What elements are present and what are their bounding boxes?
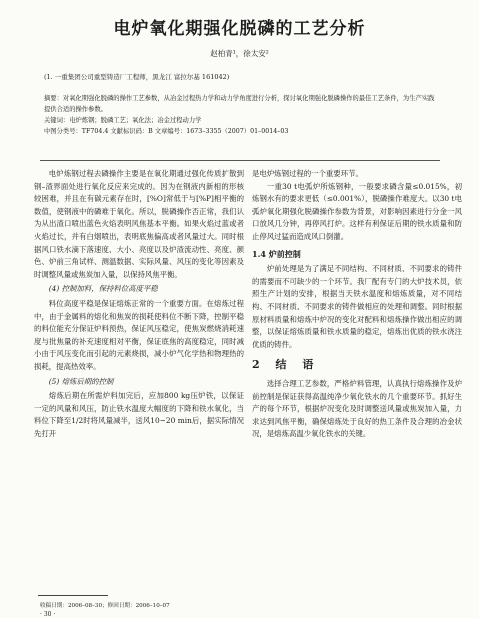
affiliation: (1. 一重集团公司重型铸造厂工程师，黑龙江 富拉尔基 161042): [44, 73, 230, 81]
paper-title: 电炉氧化期强化脱磷的工艺分析: [113, 19, 366, 39]
left-paragraph-2: 料位高度平稳是保证熔炼正常的一个重要方面。在熔炼过程中，由于金属料的熔化和焦炭的损耗使料位不断下降，控制平稳的料位能充分保证炉料预热，保证风压稳定，使焦炭燃烧消耗速度与批焦量的补充速度相对平衡，保证底焦的高度稳定，同时减小由于风压变化而引起的元素烧损，减小炉气化学热和物理热的损耗，提高热效率。: [34, 298, 244, 371]
classification-line: 中图分类号：TF704.4 文献标识码：B 文章编号：1673–3355（2007）01–0014–03: [44, 128, 289, 135]
footnote: 收稿日期：2006–08–30；修回日期：2006–10–07: [40, 603, 170, 609]
section-heading-1-4: 1.4 炉前控制: [252, 248, 301, 259]
subheading-4: (4) 控制加料，保持料位高度平稳: [48, 284, 158, 294]
abstract-block: [44, 93, 439, 137]
divider: [40, 160, 440, 161]
right-paragraph-2: 一重30 t电弧炉所炼钢种，一般要求磷含量≤0.015%，初炼钢水有的要求更低（≤0.001%），脱磷操作难度大。以30 t电弧炉氧化期强化脱磷操作参数为背景，对影响因素进行分金一风口放风几分钟，再停风打炉。这样有利保证后期的铁水质量和防止停风过猛而造成风口倒灌。: [252, 181, 462, 241]
left-paragraph-3: 熔炼后期在所需炉料加完后，应加800 kg压炉铁，以保证一定的风量和风压，防止铁水温度大幅度的下降和铁水氧化，当料位下降至1/2时将风量减半，送风10~20 min后，据实际情况先打开: [34, 391, 244, 438]
keywords: 关键词：电炉炼钢；脱磷工艺；氧化法；冶金过程动力学: [44, 117, 202, 124]
right-paragraph-1: 是电炉炼钢过程的一个重要环节。: [252, 169, 363, 178]
right-column: [252, 168, 462, 441]
left-paragraph-1: 电炉炼钢过程去磷操作主要是在氧化期通过强化传质扩散到钢–渣界面处进行氧化反应来完成的。因为在钢液内新相的形核较困难，并且在有碳元素存在时，[%O]常低于与[%P]相平衡的数值，使钢液中的磷难于氧化。所以，脱磷操作否正常，我们认为从出渣口喷出蓝色火焰表明风焦基本平衡。如果火焰过蓝或者火焰过长，并有白烟喷出，表明底焦偏高或者风量过大。同时根据风口铁水滴下落速度、大小、亮度以及炉渣流动性、亮度、颜色、炉前三角试样、测温数据、实际风量、风压的变化等因素及时调整风量或焦炭加入量，以保持风焦平衡。: [34, 169, 244, 279]
authors: 赵柏青¹，徐太安²: [210, 49, 269, 58]
section-heading-2: 2 结 语: [252, 358, 320, 372]
right-paragraph-3: 炉前处理是为了满足不同结构、不同材质、不同要求的铸件的需要而不可缺少的一个环节。我厂配有专门的大炉技术员，依照生产计划的安排，根据当天铁水温度和熔炼质量，对不同结构、不同材质、不同要求的铸件做相应的处理和调整。同时根据原材料质量和熔炼中炉况的变化对配料和熔炼操作做出相应的调整，以保证熔炼质量和铁水质量的稳定，熔炼出优质的铁水浇注优质的铸件。: [252, 264, 462, 349]
abstract-text: 摘要：对氧化期强化脱磷的操作工艺参数，从冶金过程热力学和动力学角度进行分析，探讨氧化期强化脱磷操作的最佳工艺条件，为生产实践提供合适的操作参数。: [44, 95, 435, 113]
left-column: [34, 168, 244, 440]
subheading-5: (5) 熔炼后期的控制: [48, 376, 114, 386]
right-paragraph-4: 选择合理工艺参数，严格炉料管理，认真执行熔炼操作及炉前控制是保证获得高温纯净少氧化铁水的几个重要环节。抓好生产的每个环节，根据炉况变化及时调整送风量或焦炭加入量，力求达到风焦平衡，确保熔炼处于良好的热工条件及合理的冶金状况，是熔炼高温少氧化铁水的关键。: [252, 378, 462, 439]
footnote-rule: [38, 595, 108, 596]
page-number: · 30 ·: [40, 611, 56, 618]
